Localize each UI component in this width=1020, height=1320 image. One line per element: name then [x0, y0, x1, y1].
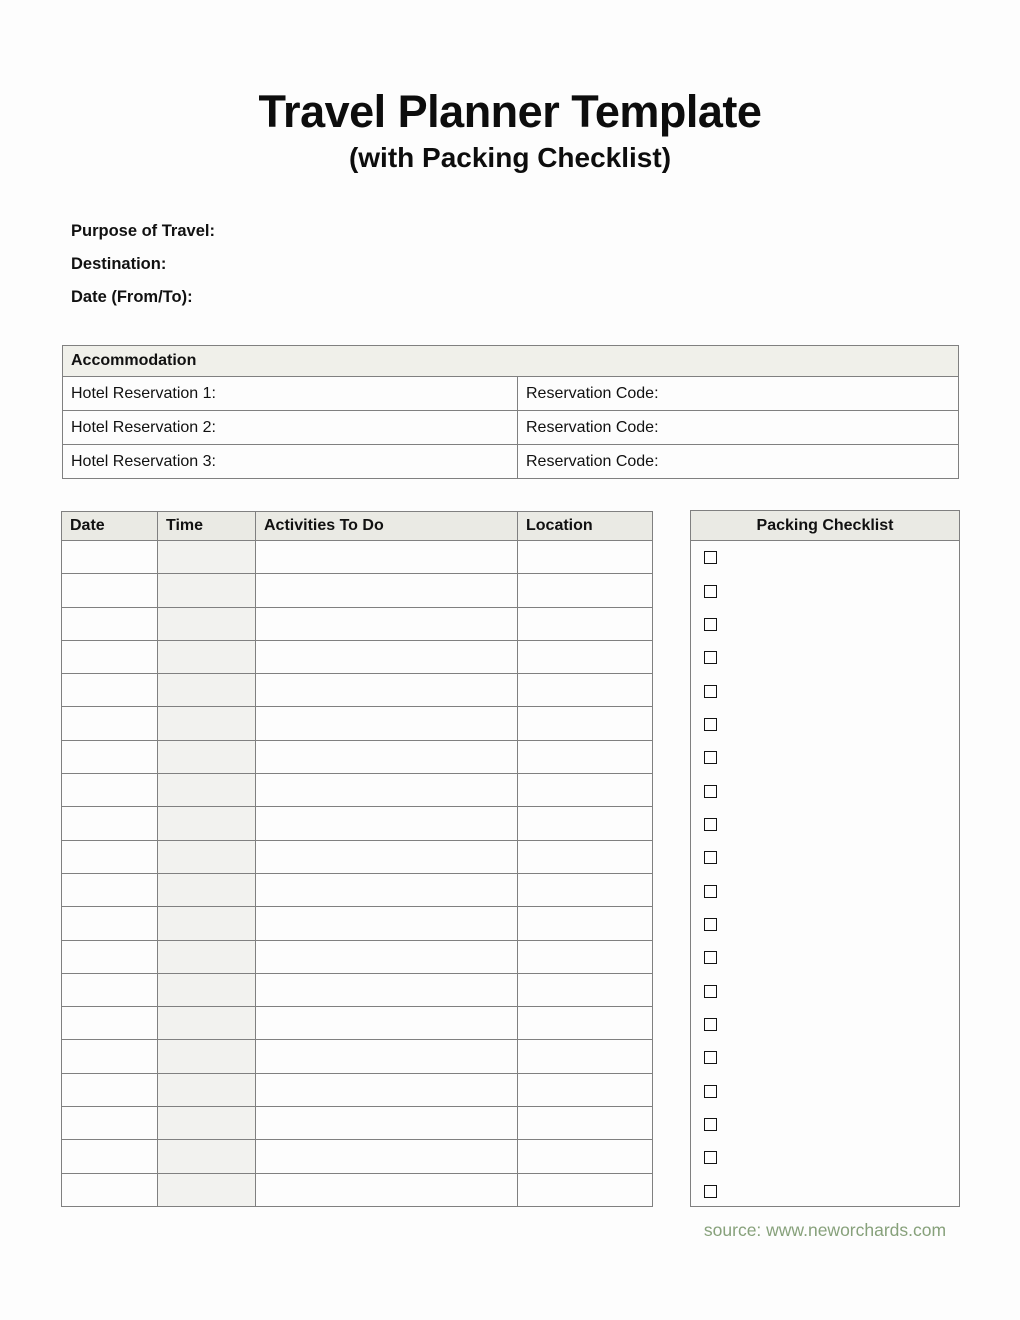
itinerary-column-header-activities-to-do: Activities To Do: [256, 512, 518, 541]
trip-info-fields: [71, 220, 215, 319]
packing-checklist-item: [691, 541, 959, 574]
itinerary-row: [62, 1073, 653, 1106]
itinerary-row: [62, 873, 653, 906]
itinerary-cell-location[interactable]: [518, 1140, 653, 1173]
itinerary-row: [62, 674, 653, 707]
itinerary-cell-location[interactable]: [518, 840, 653, 873]
packing-checklist-item: [691, 1108, 959, 1141]
checkbox-icon[interactable]: [704, 1118, 717, 1131]
packing-checklist-item: [691, 708, 959, 741]
itinerary-cell-time[interactable]: [158, 774, 256, 807]
packing-checklist-item: [691, 1075, 959, 1108]
itinerary-cell-date[interactable]: [62, 1040, 158, 1073]
itinerary-cell-location[interactable]: [518, 907, 653, 940]
checkbox-icon[interactable]: [704, 951, 717, 964]
itinerary-cell-date[interactable]: [62, 1107, 158, 1140]
itinerary-cell-location[interactable]: [518, 1107, 653, 1140]
itinerary-cell-location[interactable]: [518, 1173, 653, 1206]
checkbox-icon[interactable]: [704, 685, 717, 698]
itinerary-cell-activities-to-do[interactable]: [256, 674, 518, 707]
reservation-code-label-2[interactable]: Reservation Code:: [518, 411, 959, 445]
itinerary-row: [62, 840, 653, 873]
itinerary-cell-location[interactable]: [518, 774, 653, 807]
checkbox-icon[interactable]: [704, 1185, 717, 1198]
packing-checklist-item: [691, 874, 959, 907]
purpose-of-travel-label: Purpose of Travel:: [71, 222, 215, 240]
destination-label: Destination:: [71, 255, 167, 273]
itinerary-row: [62, 1173, 653, 1206]
itinerary-cell-activities-to-do[interactable]: [256, 907, 518, 940]
itinerary-cell-location[interactable]: [518, 574, 653, 607]
itinerary-row: [62, 940, 653, 973]
itinerary-cell-activities-to-do[interactable]: [256, 973, 518, 1006]
checkbox-icon[interactable]: [704, 1018, 717, 1031]
itinerary-cell-date[interactable]: [62, 640, 158, 673]
itinerary-cell-time[interactable]: [158, 940, 256, 973]
itinerary-row: [62, 807, 653, 840]
packing-checklist-item: [691, 1175, 959, 1208]
accommodation-section-header: Accommodation: [63, 346, 959, 377]
checkbox-icon[interactable]: [704, 585, 717, 598]
itinerary-cell-time[interactable]: [158, 574, 256, 607]
itinerary-cell-time[interactable]: [158, 541, 256, 574]
itinerary-cell-activities-to-do[interactable]: [256, 640, 518, 673]
itinerary-cell-date[interactable]: [62, 1073, 158, 1106]
itinerary-cell-date[interactable]: [62, 840, 158, 873]
itinerary-cell-date[interactable]: [62, 807, 158, 840]
itinerary-cell-time[interactable]: [158, 1173, 256, 1206]
packing-checklist-item: [691, 774, 959, 807]
itinerary-cell-activities-to-do[interactable]: [256, 1040, 518, 1073]
packing-checklist-item: [691, 841, 959, 874]
checkbox-icon[interactable]: [704, 785, 717, 798]
itinerary-row: [62, 541, 653, 574]
itinerary-cell-activities-to-do[interactable]: [256, 1173, 518, 1206]
itinerary-cell-time[interactable]: [158, 640, 256, 673]
checkbox-icon[interactable]: [704, 985, 717, 998]
itinerary-cell-activities-to-do[interactable]: [256, 873, 518, 906]
itinerary-cell-date[interactable]: [62, 541, 158, 574]
reservation-code-label-1[interactable]: Reservation Code:: [518, 377, 959, 411]
itinerary-cell-date[interactable]: [62, 907, 158, 940]
itinerary-cell-activities-to-do[interactable]: [256, 740, 518, 773]
itinerary-row: [62, 640, 653, 673]
checkbox-icon[interactable]: [704, 618, 717, 631]
packing-checklist-item: [691, 974, 959, 1007]
itinerary-cell-time[interactable]: [158, 840, 256, 873]
itinerary-row: [62, 907, 653, 940]
itinerary-cell-location[interactable]: [518, 873, 653, 906]
itinerary-row: [62, 1040, 653, 1073]
itinerary-cell-activities-to-do[interactable]: [256, 1107, 518, 1140]
itinerary-cell-activities-to-do[interactable]: [256, 1140, 518, 1173]
itinerary-cell-date[interactable]: [62, 774, 158, 807]
itinerary-cell-date[interactable]: [62, 1140, 158, 1173]
itinerary-cell-location[interactable]: [518, 640, 653, 673]
packing-checklist-item: [691, 608, 959, 641]
itinerary-row: [62, 1107, 653, 1140]
itinerary-cell-time[interactable]: [158, 674, 256, 707]
itinerary-cell-location[interactable]: [518, 674, 653, 707]
reservation-code-label-3[interactable]: Reservation Code:: [518, 445, 959, 479]
packing-checklist-item: [691, 941, 959, 974]
itinerary-cell-time[interactable]: [158, 1040, 256, 1073]
itinerary-cell-location[interactable]: [518, 973, 653, 1006]
hotel-reservation-label-2[interactable]: Hotel Reservation 2:: [63, 411, 518, 445]
itinerary-cell-date[interactable]: [62, 873, 158, 906]
itinerary-cell-date[interactable]: [62, 607, 158, 640]
itinerary-cell-location[interactable]: [518, 1040, 653, 1073]
packing-checklist-item: [691, 808, 959, 841]
itinerary-cell-activities-to-do[interactable]: [256, 1073, 518, 1106]
itinerary-cell-location[interactable]: [518, 940, 653, 973]
checkbox-icon[interactable]: [704, 651, 717, 664]
itinerary-cell-time[interactable]: [158, 707, 256, 740]
itinerary-cell-time[interactable]: [158, 1007, 256, 1040]
packing-checklist-item: [691, 908, 959, 941]
itinerary-cell-time[interactable]: [158, 873, 256, 906]
itinerary-column-header-date: Date: [62, 512, 158, 541]
checkbox-icon[interactable]: [704, 818, 717, 831]
itinerary-row: [62, 574, 653, 607]
itinerary-row: [62, 973, 653, 1006]
itinerary-cell-date[interactable]: [62, 707, 158, 740]
itinerary-cell-time[interactable]: [158, 973, 256, 1006]
itinerary-row: [62, 774, 653, 807]
date-from-to-label: Date (From/To):: [71, 288, 193, 306]
itinerary-row: [62, 740, 653, 773]
itinerary-cell-location[interactable]: [518, 541, 653, 574]
itinerary-cell-activities-to-do[interactable]: [256, 707, 518, 740]
itinerary-cell-time[interactable]: [158, 807, 256, 840]
accommodation-row: [63, 411, 959, 445]
itinerary-column-header-time: Time: [158, 512, 256, 541]
packing-checklist-header: Packing Checklist: [691, 511, 959, 541]
itinerary-cell-activities-to-do[interactable]: [256, 1007, 518, 1040]
itinerary-row: [62, 1140, 653, 1173]
itinerary-cell-location[interactable]: [518, 707, 653, 740]
packing-checklist-item: [691, 1141, 959, 1174]
itinerary-cell-date[interactable]: [62, 1173, 158, 1206]
itinerary-cell-time[interactable]: [158, 907, 256, 940]
checkbox-icon[interactable]: [704, 551, 717, 564]
itinerary-row: [62, 607, 653, 640]
itinerary-cell-date[interactable]: [62, 574, 158, 607]
checkbox-icon[interactable]: [704, 751, 717, 764]
itinerary-cell-location[interactable]: [518, 807, 653, 840]
itinerary-cell-time[interactable]: [158, 1107, 256, 1140]
itinerary-cell-location[interactable]: [518, 1073, 653, 1106]
itinerary-cell-location[interactable]: [518, 740, 653, 773]
packing-checklist-item: [691, 574, 959, 607]
itinerary-cell-activities-to-do[interactable]: [256, 574, 518, 607]
itinerary-cell-activities-to-do[interactable]: [256, 807, 518, 840]
itinerary-cell-time[interactable]: [158, 1140, 256, 1173]
checkbox-icon[interactable]: [704, 1085, 717, 1098]
packing-checklist-item: [691, 1008, 959, 1041]
itinerary-table: [61, 511, 653, 1207]
packing-checklist-item: [691, 741, 959, 774]
itinerary-cell-location[interactable]: [518, 607, 653, 640]
checkbox-icon[interactable]: [704, 918, 717, 931]
itinerary-cell-activities-to-do[interactable]: [256, 774, 518, 807]
hotel-reservation-label-3[interactable]: Hotel Reservation 3:: [63, 445, 518, 479]
itinerary-cell-date[interactable]: [62, 940, 158, 973]
packing-checklist-item: [691, 674, 959, 707]
itinerary-cell-time[interactable]: [158, 1073, 256, 1106]
checkbox-icon[interactable]: [704, 1051, 717, 1064]
checkbox-icon[interactable]: [704, 1151, 717, 1164]
itinerary-column-header-location: Location: [518, 512, 653, 541]
page-title: Travel Planner Template: [258, 86, 762, 137]
itinerary-cell-date[interactable]: [62, 674, 158, 707]
source-credit: source: www.neworchards.com: [703, 1220, 947, 1240]
packing-checklist-item: [691, 1041, 959, 1074]
accommodation-row: [63, 445, 959, 479]
itinerary-cell-location[interactable]: [518, 1007, 653, 1040]
itinerary-row: [62, 1007, 653, 1040]
page-subtitle: (with Packing Checklist): [348, 142, 672, 173]
itinerary-row: [62, 707, 653, 740]
checkbox-icon[interactable]: [704, 851, 717, 864]
accommodation-table: [62, 345, 959, 479]
itinerary-cell-time[interactable]: [158, 607, 256, 640]
itinerary-cell-activities-to-do[interactable]: [256, 607, 518, 640]
itinerary-cell-time[interactable]: [158, 740, 256, 773]
checkbox-icon[interactable]: [704, 718, 717, 731]
itinerary-cell-activities-to-do[interactable]: [256, 541, 518, 574]
itinerary-cell-date[interactable]: [62, 740, 158, 773]
accommodation-row: [63, 377, 959, 411]
itinerary-cell-date[interactable]: [62, 973, 158, 1006]
checkbox-icon[interactable]: [704, 885, 717, 898]
itinerary-cell-activities-to-do[interactable]: [256, 840, 518, 873]
packing-checklist-panel: [690, 510, 960, 1207]
itinerary-cell-date[interactable]: [62, 1007, 158, 1040]
itinerary-cell-activities-to-do[interactable]: [256, 940, 518, 973]
packing-checklist-item: [691, 641, 959, 674]
hotel-reservation-label-1[interactable]: Hotel Reservation 1:: [63, 377, 518, 411]
